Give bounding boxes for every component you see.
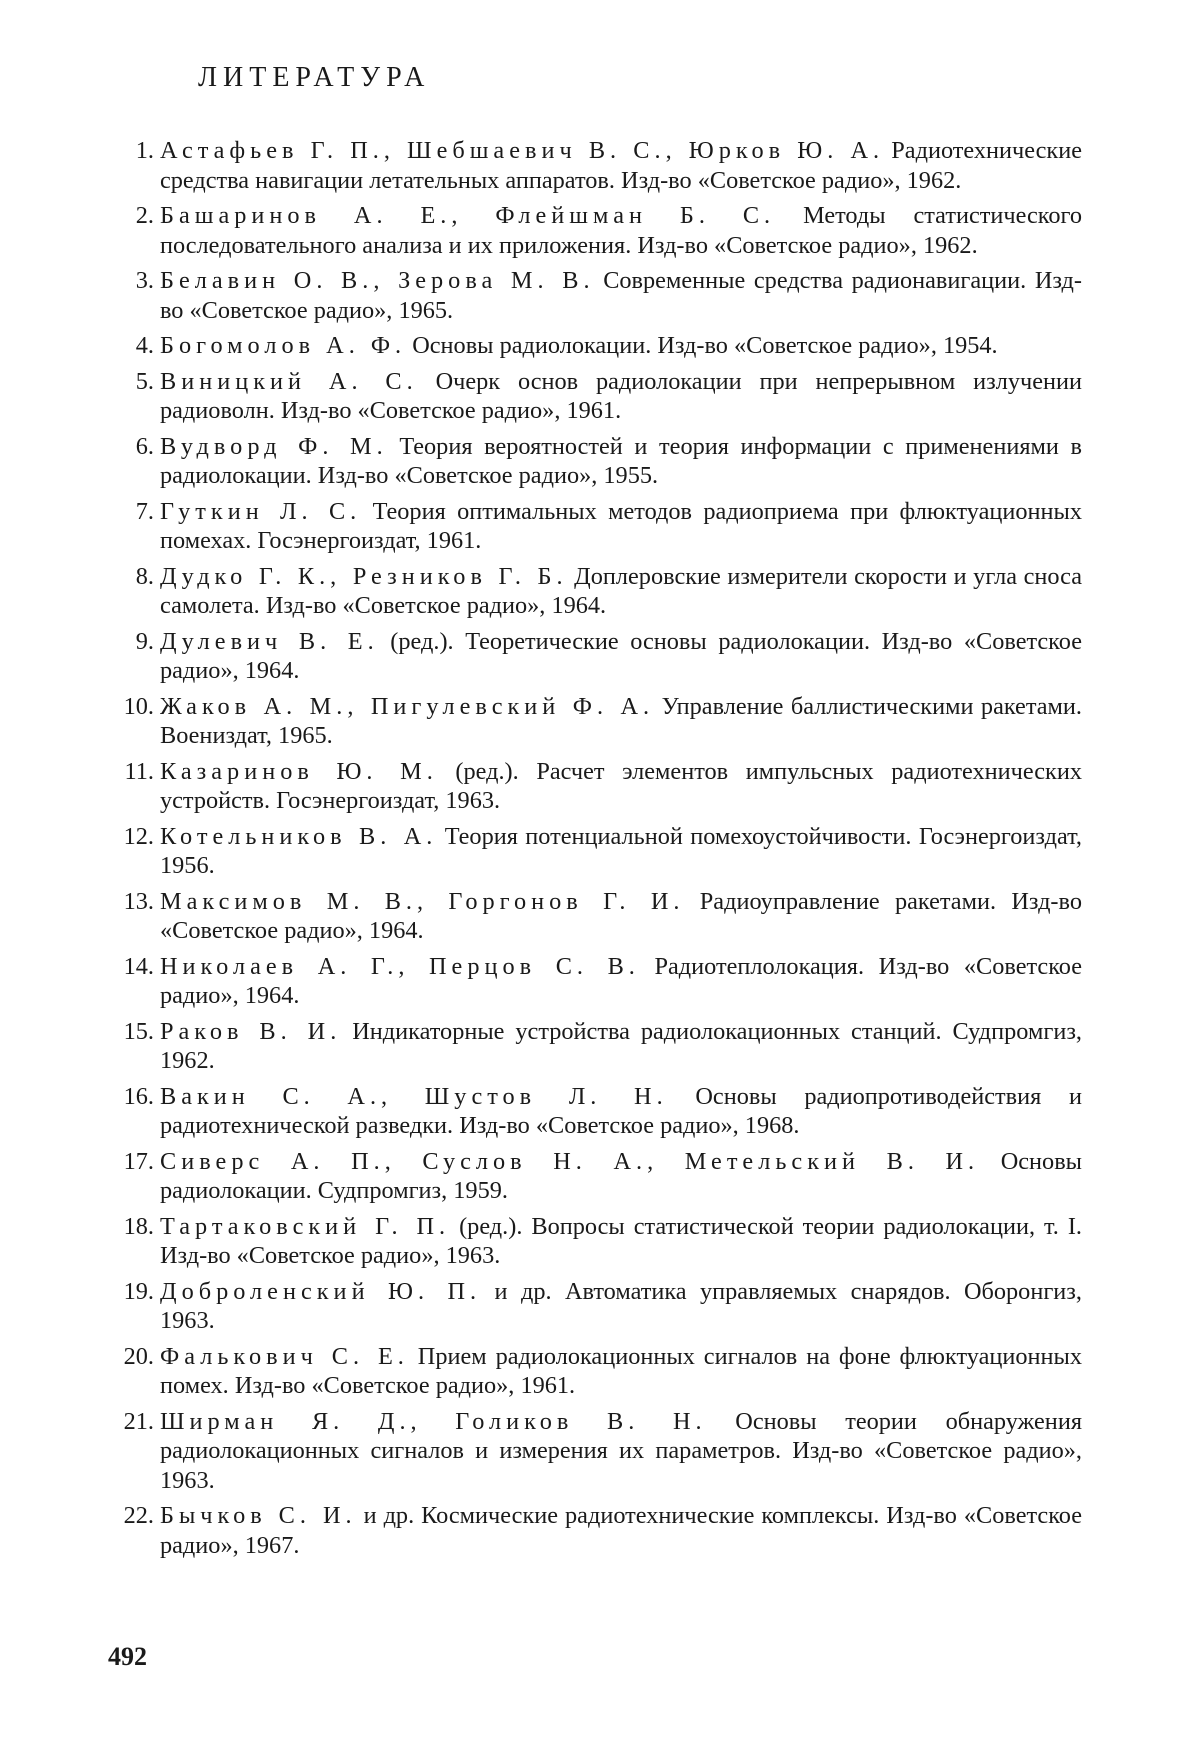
reference-number: 11. [110,757,154,787]
reference-authors: Котельников В. А. [160,823,437,850]
reference-text: (ред.). Вопросы статистической теории радиолокации, т. I. Изд-во «Советское радио», 1963. [160,1213,1082,1270]
reference-item [110,692,1082,751]
reference-authors: Башаринов А. Е., Флейшман Б. С. [160,202,775,229]
reference-number: 14. [110,952,154,982]
reference-item [110,887,1082,946]
reference-number: 8. [110,562,154,592]
reference-text: Радиоуправление ракетами. Изд-во «Советское радио», 1964. [160,888,1082,945]
reference-number: 22. [110,1501,154,1531]
reference-item [110,266,1082,325]
reference-number: 20. [110,1342,154,1372]
reference-item [110,562,1082,621]
reference-authors: Доброленский Ю. П. [160,1278,481,1305]
reference-authors: Вудворд Ф. М. [160,433,388,460]
reference-number: 21. [110,1407,154,1437]
reference-text: Основы радиопротиводействия и радиотехнической разведки. Изд-во «Советское радио», 1968. [160,1083,1082,1140]
reference-number: 16. [110,1082,154,1112]
reference-authors: Белавин О. В., Зерова М. В. [160,267,595,294]
reference-authors: Сиверс А. П., Суслов Н. А., Метельский В. И. [160,1148,979,1175]
reference-number: 1. [110,136,154,166]
reference-item [110,822,1082,881]
reference-item [110,1017,1082,1076]
reference-text: Основы радиолокации. Судпромгиз, 1959. [160,1148,1082,1205]
reference-text: Индикаторные устройства радиолокационных станций. Судпромгиз, 1962. [160,1018,1082,1075]
reference-number: 7. [110,497,154,527]
reference-text: Теория вероятностей и теория информации с применениями в радиолокации. Изд-во «Советское радио», 1955. [160,433,1082,490]
reference-authors: Бычков С. И. [160,1502,357,1529]
reference-text: Теория потенциальной помехоустойчивости. Госэнергоиздат, 1956. [160,823,1082,880]
reference-text: Очерк основ радиолокации при непрерывном излучении радиоволн. Изд-во «Советское радио», 1961. [160,368,1082,425]
reference-authors: Гуткин Л. С. [160,498,361,525]
reference-authors: Дудко Г. К., Резников Г. Б. [160,563,568,590]
reference-number: 9. [110,627,154,657]
book-page [0,0,1200,1750]
reference-item [110,136,1082,195]
reference-item [110,1147,1082,1206]
reference-number: 19. [110,1277,154,1307]
reference-item [110,757,1082,816]
reference-text: Современные средства радионавигации. Изд-во «Советское радио», 1965. [160,267,1082,324]
reference-authors: Тартаковский Г. П. [160,1213,450,1240]
reference-number: 13. [110,887,154,917]
reference-item [110,497,1082,556]
reference-text: Управление баллистическими ракетами. Воениздат, 1965. [160,693,1082,750]
reference-authors: Астафьев Г. П., Шебшаевич В. С., Юрков Ю. А. [160,137,884,164]
reference-authors: Максимов М. В., Горгонов Г. И. [160,888,684,915]
reference-item [110,1212,1082,1271]
reference-item [110,432,1082,491]
reference-number: 17. [110,1147,154,1177]
reference-authors: Казаринов Ю. М. [160,758,438,785]
reference-authors: Богомолов А. Ф. [160,332,406,359]
reference-text: Радиотехнические средства навигации летательных аппаратов. Изд-во «Советское радио», 1962. [160,137,1082,194]
reference-item [110,367,1082,426]
page-number: 492 [108,1642,147,1672]
reference-number: 2. [110,201,154,231]
reference-number: 12. [110,822,154,852]
reference-text: Прием радиолокационных сигналов на фоне флюктуационных помех. Изд-во «Советское радио», 1961. [160,1343,1082,1400]
reference-text: (ред.). Расчет элементов импульсных радиотехнических устройств. Госэнергоиздат, 1963. [160,758,1082,815]
reference-number: 5. [110,367,154,397]
reference-item [110,1407,1082,1496]
reference-number: 18. [110,1212,154,1242]
reference-text: Основы радиолокации. Изд-во «Советское радио», 1954. [406,332,998,359]
reference-item [110,627,1082,686]
reference-item [110,201,1082,260]
reference-item [110,331,1082,361]
reference-item [110,1082,1082,1141]
reference-authors: Вакин С. А., Шустов Л. Н. [160,1083,668,1110]
reference-authors: Жаков А. М., Пигулевский Ф. А. [160,693,654,720]
reference-item [110,1501,1082,1560]
reference-item [110,1277,1082,1336]
reference-number: 3. [110,266,154,296]
reference-item [110,1342,1082,1401]
reference-authors: Ширман Я. Д., Голиков В. Н. [160,1408,707,1435]
reference-text: (ред.). Теоретические основы радиолокации. Изд-во «Советское радио», 1964. [160,628,1082,685]
reference-text: Радиотеплолокация. Изд-во «Советское радио», 1964. [160,953,1082,1010]
reference-text: Основы теории обнаружения радиолокационных сигналов и измерения их параметров. Изд-во «Советское радио», 1963. [160,1408,1082,1494]
reference-text: Доплеровские измерители скорости и угла сноса самолета. Изд-во «Советское радио», 1964. [160,563,1082,620]
reference-list [110,136,1082,1566]
reference-text: Теория оптимальных методов радиоприема при флюктуационных помехах. Госэнергоиздат, 1961. [160,498,1082,555]
reference-item [110,952,1082,1011]
reference-text: и др. Космические радиотехнические комплексы. Изд-во «Советское радио», 1967. [160,1502,1082,1559]
reference-authors: Николаев А. Г., Перцов С. В. [160,953,640,980]
page-heading: ЛИТЕРАТУРА [198,62,430,94]
reference-text: и др. Автоматика управляемых снарядов. Оборонгиз, 1963. [160,1278,1082,1335]
reference-number: 15. [110,1017,154,1047]
reference-number: 10. [110,692,154,722]
reference-number: 4. [110,331,154,361]
reference-authors: Фалькович С. Е. [160,1343,409,1370]
reference-authors: Виницкий А. С. [160,368,418,395]
reference-number: 6. [110,432,154,462]
reference-authors: Раков В. И. [160,1018,341,1045]
reference-text: Методы статистического последовательного анализа и их приложения. Изд-во «Советское радио», 1962. [160,202,1082,259]
reference-authors: Дулевич В. Е. [160,628,379,655]
